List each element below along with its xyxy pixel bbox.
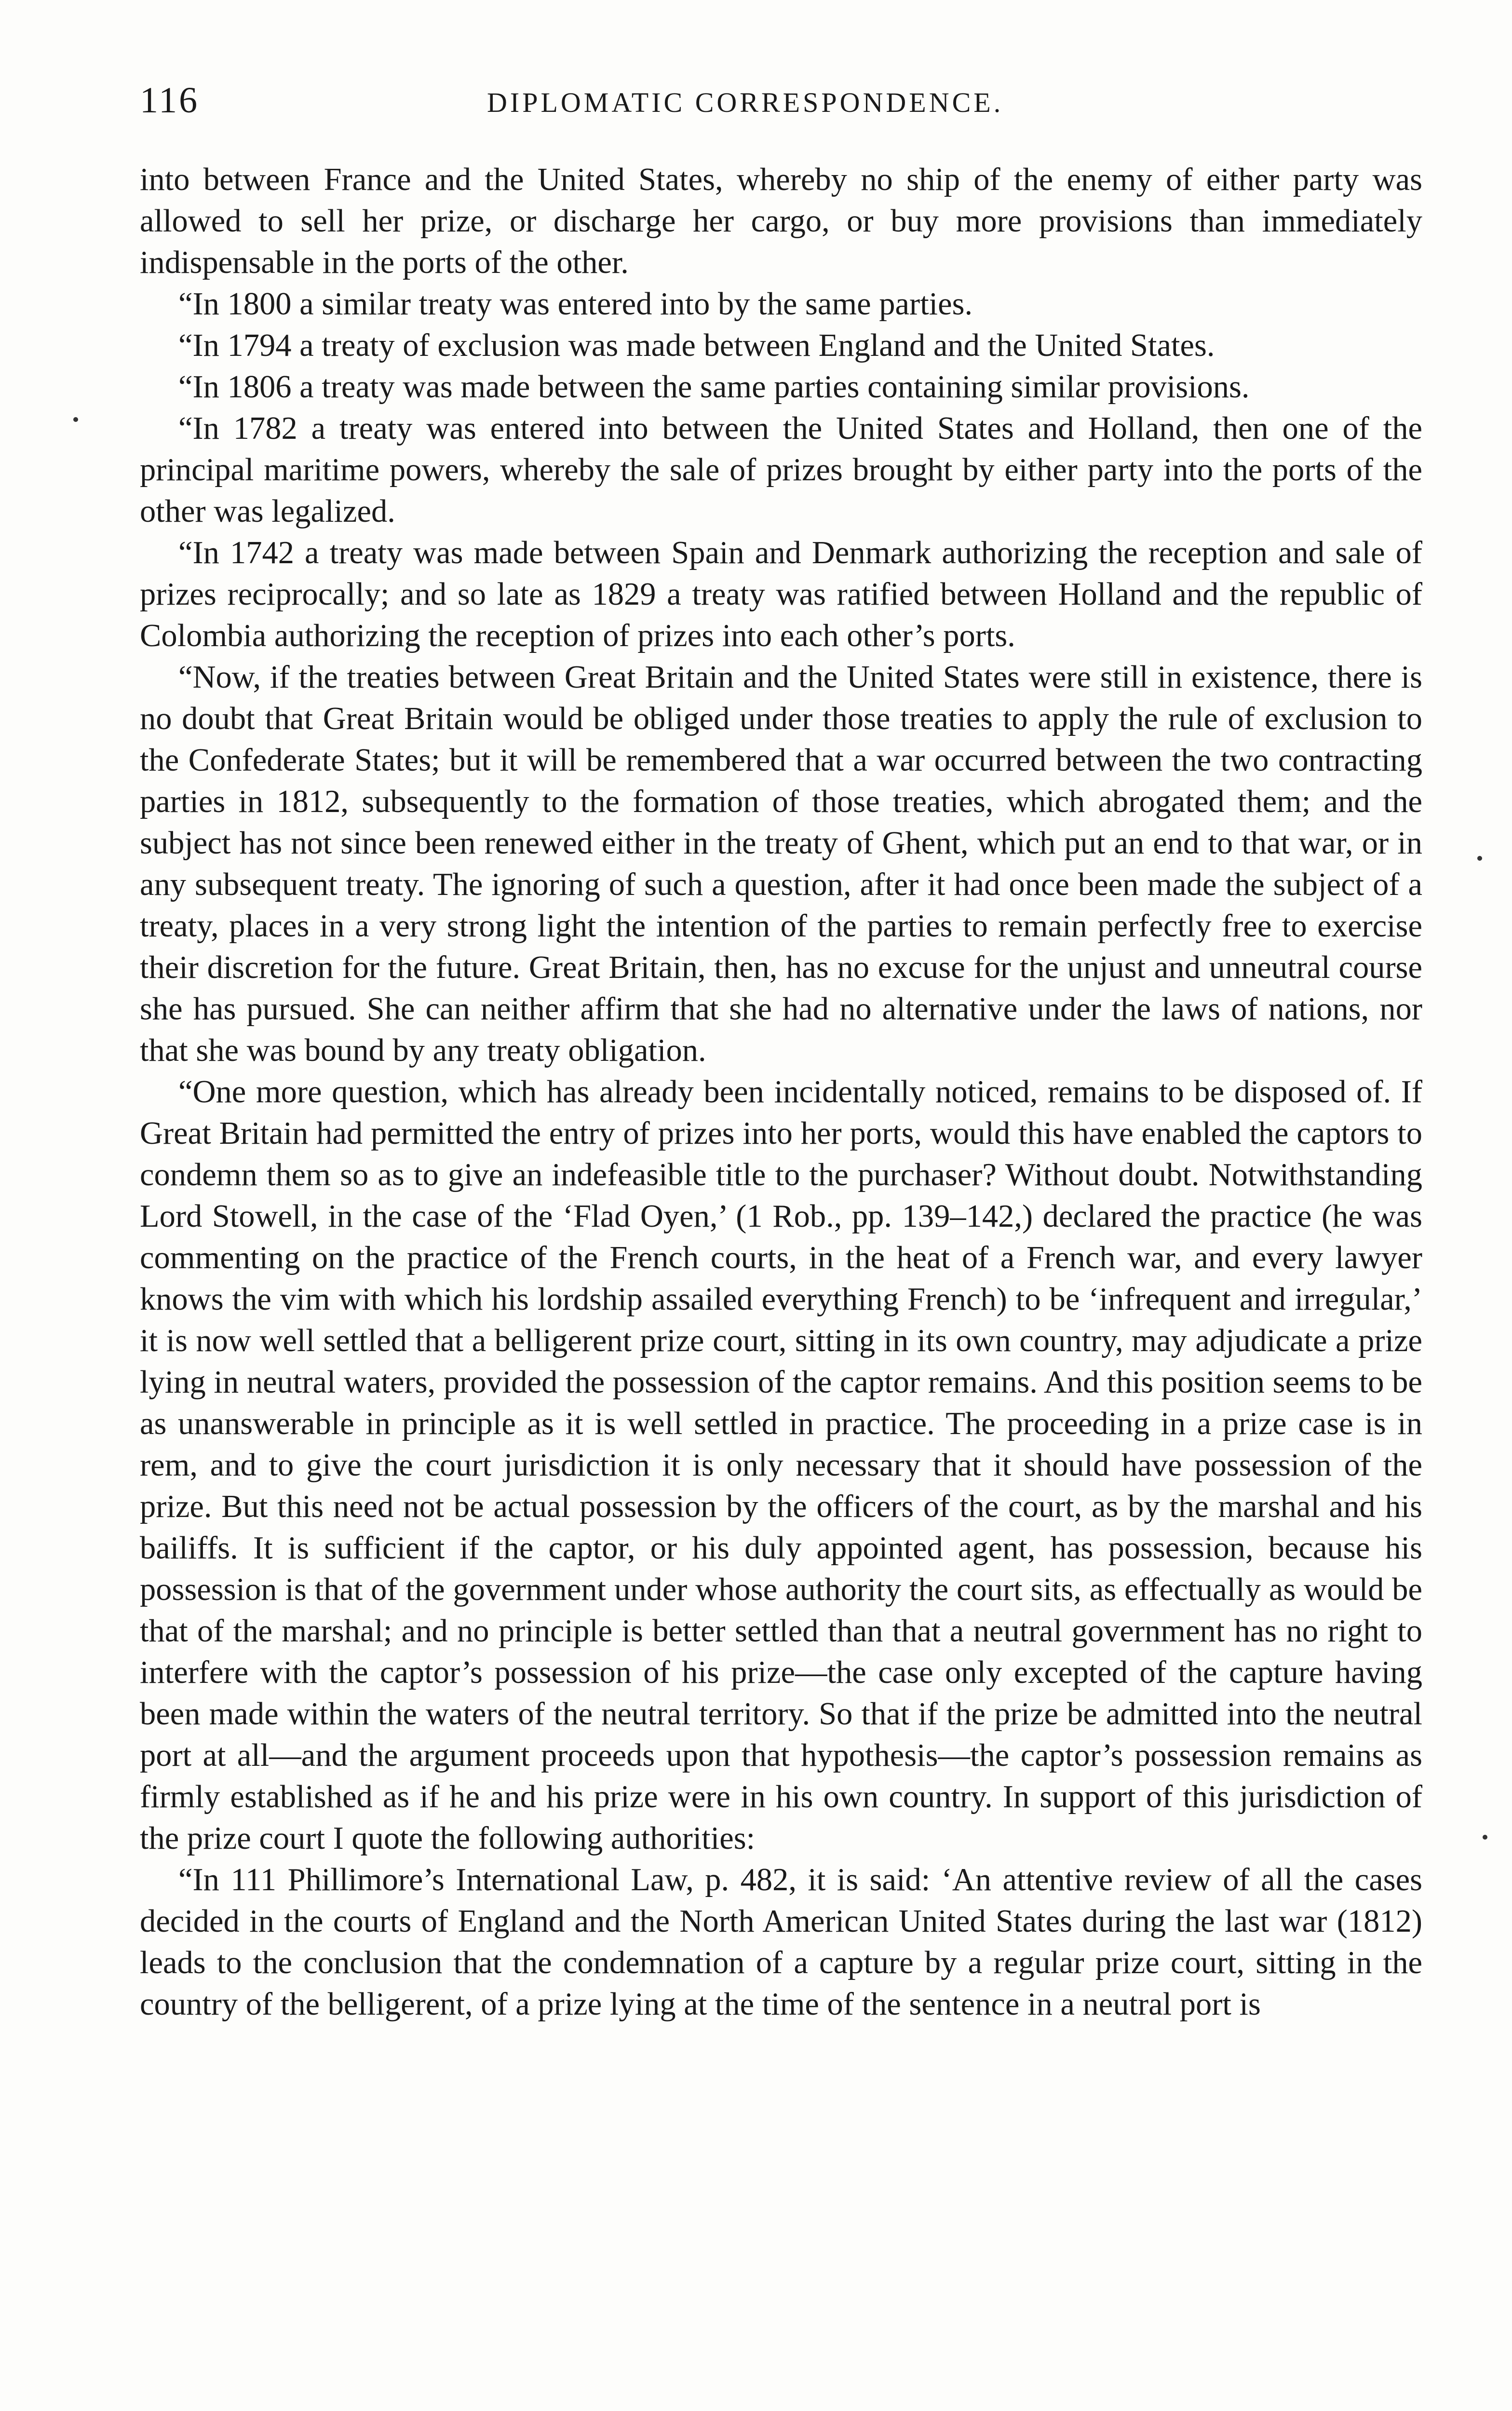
scan-speck xyxy=(73,417,78,422)
scan-speck xyxy=(1483,1835,1487,1840)
paragraph-7: “Now, if the treaties between Great Britain and the United States were still in existence, there is no doubt that Great Britain would be obliged under those treaties to apply the rule of exclusion to the Confederate States; but it will be remembered that a war occurred between the two contracting parties in 1812, subsequently to the formation of those treaties, which abrogated them; and the subject has not since been renewed either in the treaty of Ghent, which put an end to that war, or in any subsequent treaty. The ignoring of such a question, after it had once been made the subject of a treaty, places in a very strong light the intention of the parties to remain perfectly free to exercise their discretion for the future. Great Britain, then, has no excuse for the unjust and unneutral course she has pursued. She can neither affirm that she had no alternative under the laws of nations, nor that she was bound by any treaty obligation. xyxy=(140,660,1422,1068)
paragraph-8: “One more question, which has already been incidentally noticed, remains to be disposed of. If Great Britain had permitted the entry of prizes into her ports, would this have enabled the captors to condemn them so as to give an indefeasible title to the purchaser? Without doubt. Notwithstanding Lord Stowell, in the case of the ‘Flad Oyen,’ (1 Rob., pp. 139–142,) declared the practice (he was commenting on the practice of the French courts, in the heat of a French war, and every lawyer knows the vim with which his lordship assailed everything French) to be ‘infrequent and irregular,’ it is now well settled that a belligerent prize court, sitting in its own country, may adjudicate a prize lying in neutral waters, provided the possession of the captor remains. And this position seems to be as unanswerable in principle as it is well settled in practice. The proceeding in a prize case is in rem, and to give the court jurisdiction it is only necessary that it should have possession of the prize. But this need not be actual possession by the officers of the court, as by the marshal and his bailiffs. It is sufficient if the captor, or his duly appointed agent, has possession, because his possession is that of the government under whose authority the court sits, as effectually as would be that of the marshal; and no principle is better settled than that a neutral government has no right to interfere with the captor’s possession of his prize—the case only excepted of the capture having been made within the waters of the neutral territory. So that if the prize be admitted into the neutral port at all—and the argument proceeds upon that hypothesis—the captor’s possession remains as firmly established as if he and his prize were in his own country. In support of this jurisdiction of the prize court I quote the following authorities: xyxy=(140,1074,1422,1856)
paragraph-1: into between France and the United States, whereby no ship of the enemy of either party was allowed to sell her prize, or discharge her cargo, or buy more provisions than immediately indispensable in the ports of the other. xyxy=(140,162,1422,280)
scan-speck xyxy=(1477,856,1482,861)
paragraph-4: “In 1806 a treaty was made between the same parties containing similar provisions. xyxy=(178,369,1250,405)
running-head: DIPLOMATIC CORRESPONDENCE. xyxy=(487,87,1004,118)
paragraph-6: “In 1742 a treaty was made between Spain and Denmark authorizing the reception and sale of prizes reciprocally; and so late as 1829 a treaty was ratified between Holland and the republic of Colombia authorizing the reception of prizes into each other’s ports. xyxy=(140,535,1422,653)
paragraph-9: “In 111 Phillimore’s International Law, p. 482, it is said: ‘An attentive review of all the cases decided in the courts of England and the North American United States during the last war (1812) leads to the conclusion that the condemnation of a capture by a regular prize court, sitting in the country of the belligerent, of a prize lying at the time of the sentence in a neutral port is xyxy=(140,1862,1422,2022)
page-number: 116 xyxy=(140,80,200,121)
page-header xyxy=(140,80,1379,137)
paragraph-2: “In 1800 a similar treaty was entered into by the same parties. xyxy=(178,286,973,322)
paragraph-5: “In 1782 a treaty was entered into between the United States and Holland, then one of the principal maritime powers, whereby the sale of prizes brought by either party into the ports of the other was legalized. xyxy=(140,411,1422,529)
body-text xyxy=(140,159,1422,2025)
paragraph-3: “In 1794 a treaty of exclusion was made between England and the United States. xyxy=(178,328,1215,363)
